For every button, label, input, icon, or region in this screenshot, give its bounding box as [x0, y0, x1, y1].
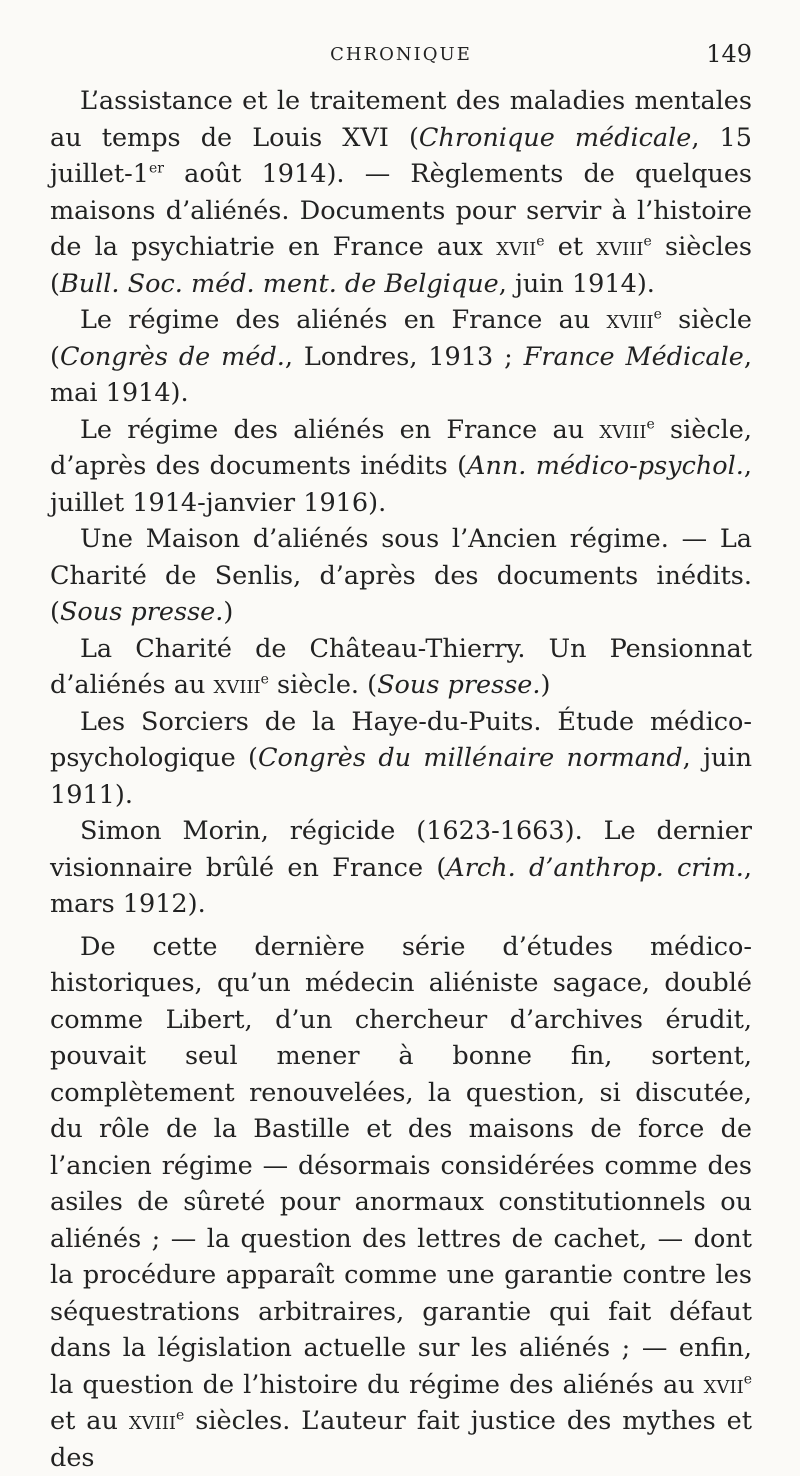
bibliography-entry: Le régime des aliénés en France au xviii$^e$ siècle, d’après des documents inédits (Ann. médico-psychol., juillet 1914-janvier 1916).	[50, 412, 752, 522]
bibliography-entry: Une Maison d’aliénés sous l’Ancien régime. — La Charité de Senlis, d’après des documents inédits. (Sous presse.)	[50, 521, 752, 631]
bibliography-entry: Simon Morin, régicide (1623-1663). Le dernier visionnaire brûlé en France (Arch. d’anthrop. crim., mars 1912).	[50, 813, 752, 923]
body-paragraph: De cette dernière série d’études médico-historiques, qu’un médecin aliéniste sagace, doublé comme Libert, d’un chercheur d’archives érudit, pouvait seul mener à bonne fin, sortent, complètement renouvelées, la question, si discutée, du rôle de la Bastille et des maisons de force de l’ancien régime — désormais considérées comme des asiles de sûreté pour anormaux constitutionnels ou aliénés ; — la question des lettres de cachet, — dont la procédure apparaît comme une garantie contre les séquestrations arbitraires, garantie qui fait défaut dans la législation actuelle sur les aliénés ; — enfin, la question de l’histoire du régime des aliénés au xvii$^e$ et au xviii$^e$ siècles. L’auteur fait justice des mythes et des	[50, 929, 752, 1476]
running-head	[50, 38, 752, 78]
bibliography-entry: Les Sorciers de la Haye-du-Puits. Étude médico-psychologique (Congrès du millénaire normand, juin 1911).	[50, 704, 752, 814]
bibliography-entry: La Charité de Château-Thierry. Un Pensionnat d’aliénés au xviii$^e$ siècle. (Sous presse.)	[50, 631, 752, 704]
bibliography-entry: L’assistance et le traitement des maladies mentales au temps de Louis XVI (Chronique médicale, 15 juillet-1er août 1914). — Règlements de quelques maisons d’aliénés. Documents pour servir à l’histoire de la psychiatrie en France aux xvii$^e$ et xviii$^e$ siècles (Bull. Soc. méd. ment. de Belgique, juin 1914).	[50, 83, 752, 302]
bibliography-entry: Le régime des aliénés en France au xviii$^e$ siècle (Congrès de méd., Londres, 1913 ; France Médicale, mai 1914).	[50, 302, 752, 412]
running-title: CHRONIQUE	[50, 44, 752, 65]
bibliography-list	[50, 83, 752, 1476]
page-number: 149	[706, 40, 752, 68]
